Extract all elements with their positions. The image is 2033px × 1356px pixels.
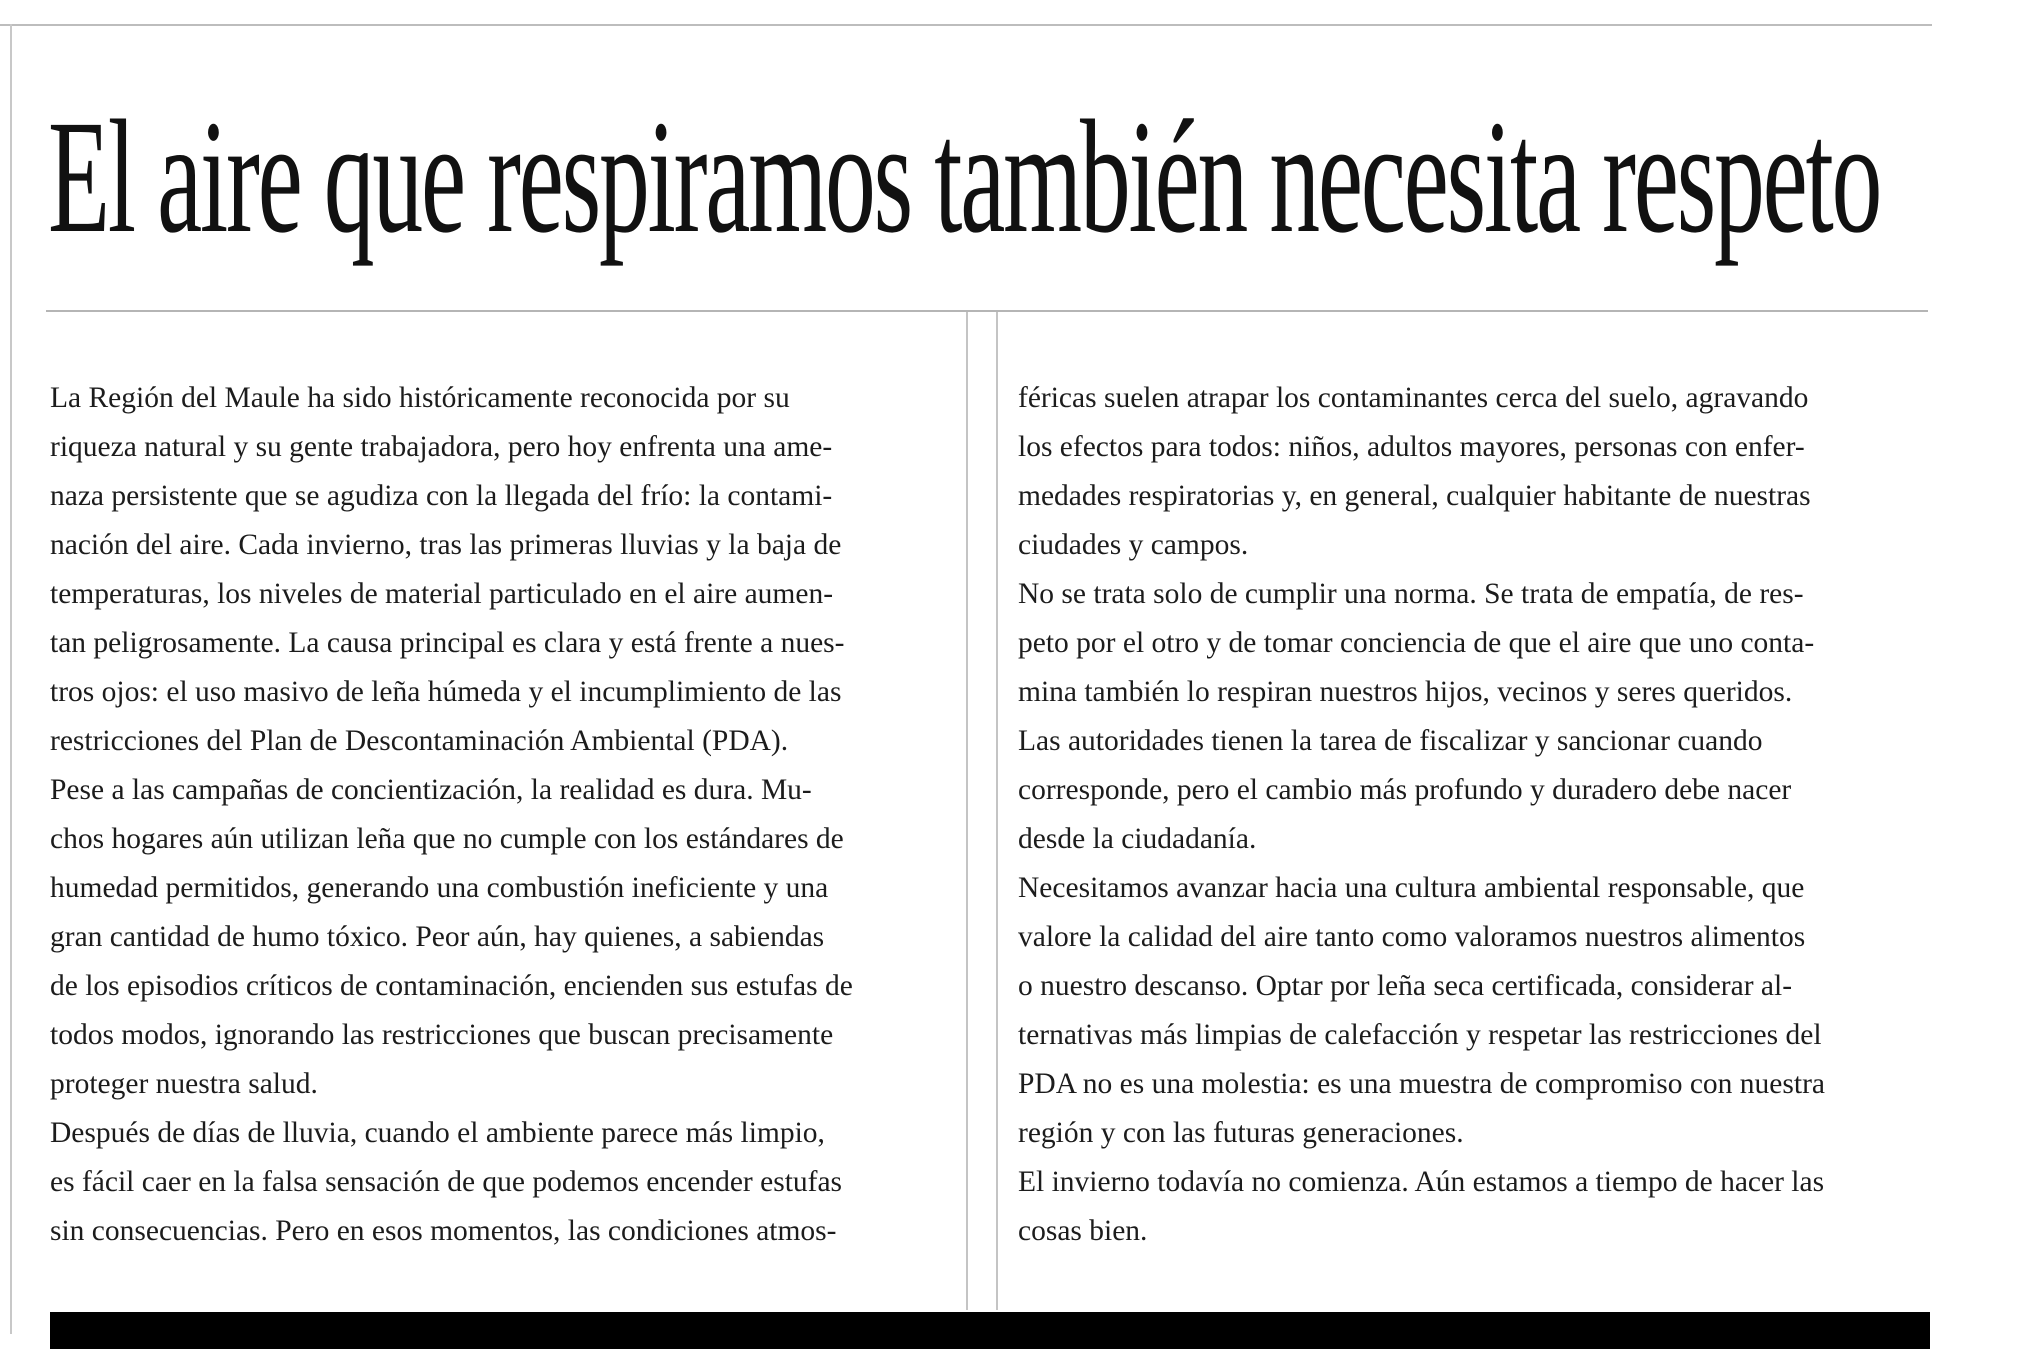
text-line: sin consecuencias. Pero en esos momentos, las condiciones atmos- xyxy=(50,1215,837,1247)
text-line: los efectos para todos: niños, adultos mayores, personas con enfer- xyxy=(1018,431,1805,463)
text-line: proteger nuestra salud. xyxy=(50,1068,318,1100)
text-line: cosas bien. xyxy=(1018,1215,1148,1247)
text-line: Pese a las campañas de concientización, la realidad es dura. Mu- xyxy=(50,774,812,806)
text-line: región y con las futuras generaciones. xyxy=(1018,1117,1464,1149)
text-line: Las autoridades tienen la tarea de fiscalizar y sancionar cuando xyxy=(1018,725,1763,757)
text-line: nación del aire. Cada invierno, tras las primeras lluvias y la baja de xyxy=(50,529,842,561)
text-line: todos modos, ignorando las restricciones que buscan precisamente xyxy=(50,1019,834,1051)
text-line: temperaturas, los niveles de material particulado en el aire aumen- xyxy=(50,578,834,610)
text-line: Después de días de lluvia, cuando el ambiente parece más limpio, xyxy=(50,1117,825,1149)
article-column-left xyxy=(50,374,942,1256)
article-column-right xyxy=(1018,374,1930,1256)
text-line: El invierno todavía no comienza. Aún estamos a tiempo de hacer las xyxy=(1018,1166,1825,1198)
text-line: es fácil caer en la falsa sensación de que podemos encender estufas xyxy=(50,1166,843,1198)
text-line: Necesitamos avanzar hacia una cultura ambiental responsable, que xyxy=(1018,872,1805,904)
text-line: ciudades y campos. xyxy=(1018,529,1249,561)
text-line: gran cantidad de humo tóxico. Peor aún, hay quienes, a sabiendas xyxy=(50,921,825,953)
text-line: No se trata solo de cumplir una norma. Se trata de empatía, de res- xyxy=(1018,578,1804,610)
text-line: de los episodios críticos de contaminación, encienden sus estufas de xyxy=(50,970,853,1002)
headline-rule xyxy=(46,310,1928,312)
text-line: naza persistente que se agudiza con la llegada del frío: la contami- xyxy=(50,480,833,512)
text-line: o nuestro descanso. Optar por leña seca certificada, considerar al- xyxy=(1018,970,1793,1002)
text-line: desde la ciudadanía. xyxy=(1018,823,1257,855)
text-line: La Región del Maule ha sido históricamente reconocida por su xyxy=(50,382,790,414)
text-line: valore la calidad del aire tanto como valoramos nuestros alimentos xyxy=(1018,921,1806,953)
bottom-black-bar xyxy=(50,1312,1930,1349)
text-line: medades respiratorias y, en general, cualquier habitante de nuestras xyxy=(1018,480,1811,512)
text-line: tan peligrosamente. La causa principal es clara y está frente a nues- xyxy=(50,627,845,659)
text-line: peto por el otro y de tomar conciencia de que el aire que uno conta- xyxy=(1018,627,1815,659)
text-line: PDA no es una molestia: es una muestra de compromiso con nuestra xyxy=(1018,1068,1825,1100)
left-margin-rule xyxy=(10,24,12,1334)
column-divider xyxy=(996,312,998,1310)
text-line: ternativas más limpias de calefacción y respetar las restricciones del xyxy=(1018,1019,1822,1051)
article-headline: El aire que respiramos también necesita respeto xyxy=(48,87,1881,267)
text-line: humedad permitidos, generando una combustión ineficiente y una xyxy=(50,872,829,904)
text-line: chos hogares aún utilizan leña que no cumple con los estándares de xyxy=(50,823,844,855)
text-line: riqueza natural y su gente trabajadora, pero hoy enfrenta una ame- xyxy=(50,431,833,463)
text-line: restricciones del Plan de Descontaminación Ambiental (PDA). xyxy=(50,725,789,757)
text-line: mina también lo respiran nuestros hijos, vecinos y seres queridos. xyxy=(1018,676,1793,708)
text-line: corresponde, pero el cambio más profundo y duradero debe nacer xyxy=(1018,774,1792,806)
top-rule xyxy=(0,24,1932,26)
text-line: féricas suelen atrapar los contaminantes cerca del suelo, agravando xyxy=(1018,382,1809,414)
text-line: tros ojos: el uso masivo de leña húmeda y el incumplimiento de las xyxy=(50,676,842,708)
column-divider xyxy=(966,312,968,1310)
